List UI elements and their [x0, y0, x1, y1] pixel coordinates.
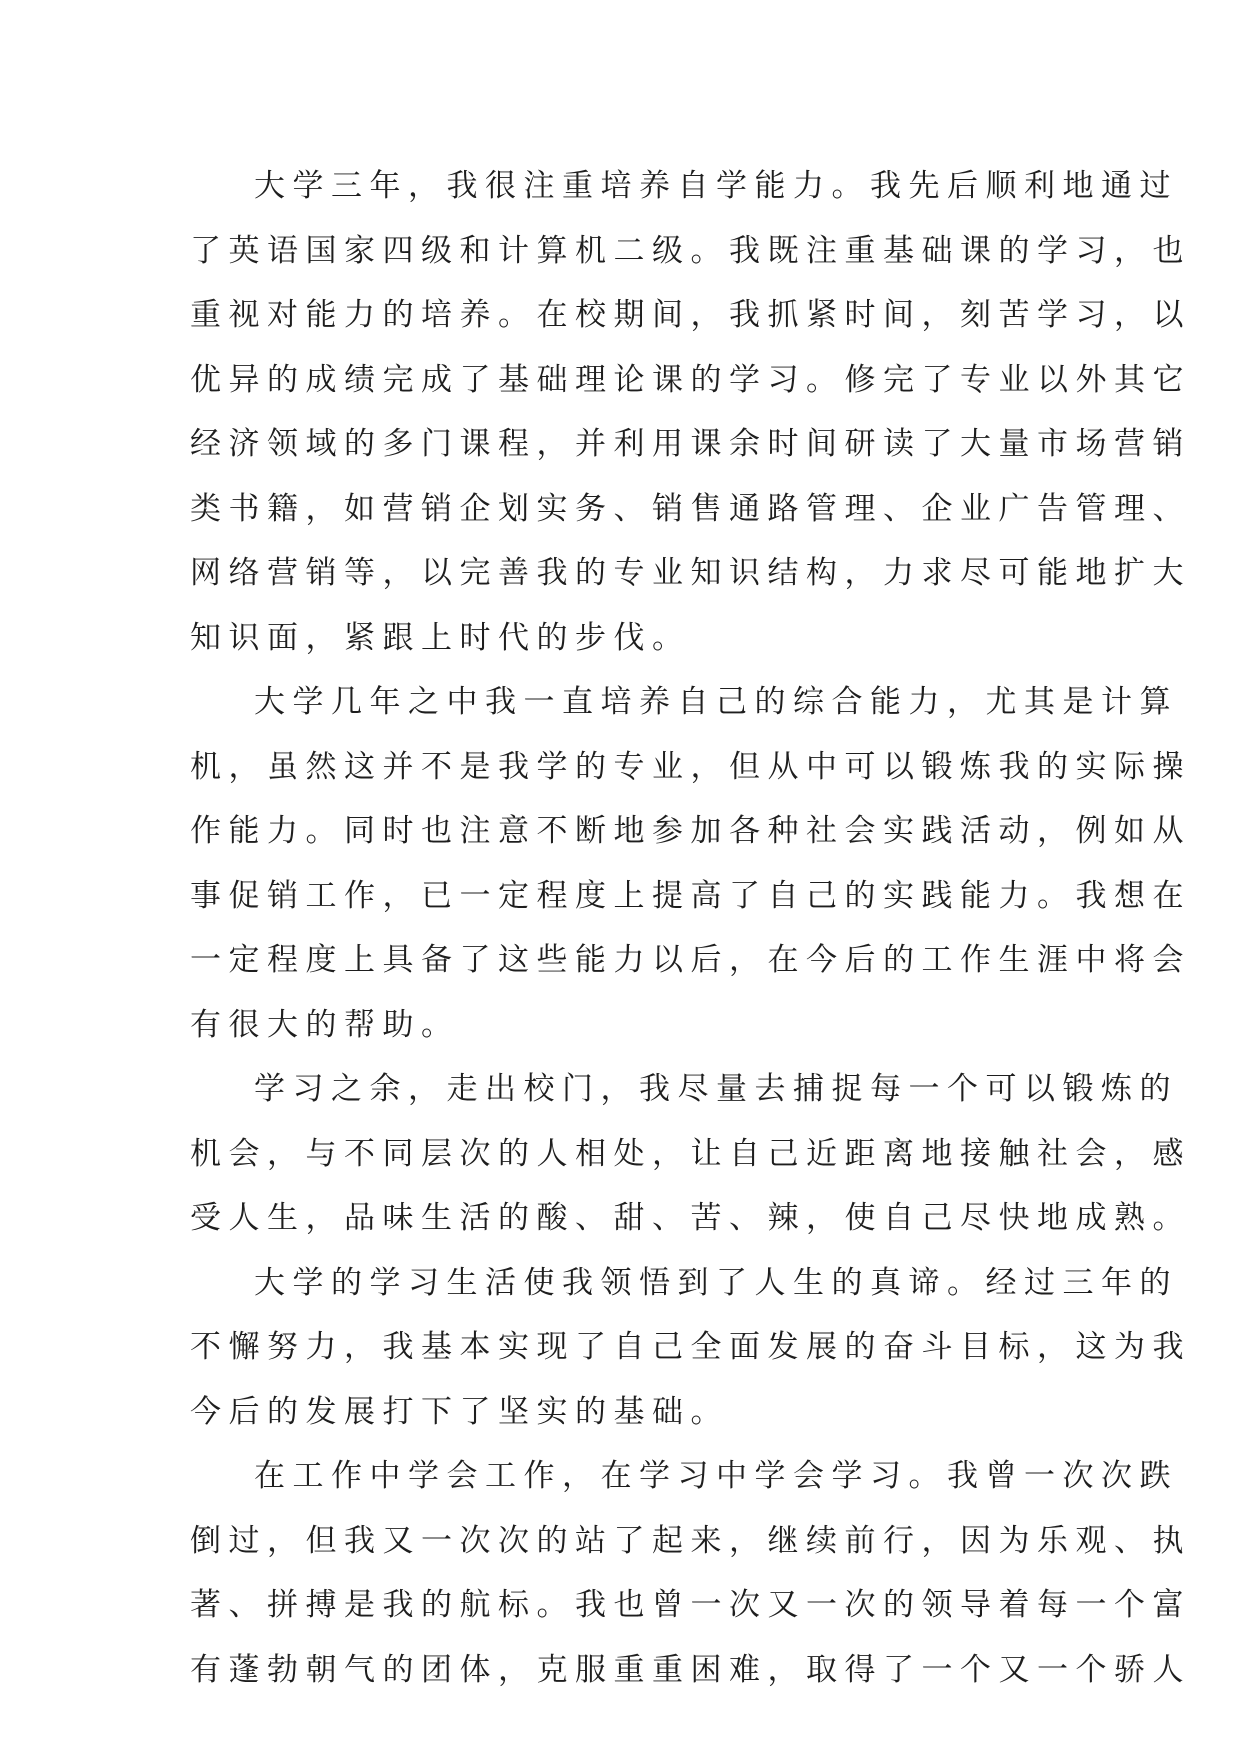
- text-line: 机会，与不同层次的人相处，让自己近距离地接触社会，感: [190, 1135, 1191, 1172]
- text-line: 知识面，紧跟上时代的步伐。: [190, 619, 691, 656]
- text-line: 著、拼搏是我的航标。我也曾一次又一次的领导着每一个富: [190, 1587, 1191, 1623]
- paragraph-4: [190, 1251, 1191, 1445]
- text-line: 有蓬勃朝气的团体，克服重重困难，取得了一个又一个骄人: [190, 1651, 1191, 1688]
- text-line: 有很大的帮助。: [190, 1006, 460, 1043]
- text-line: 一定程度上具备了这些能力以后，在今后的工作生涯中将会: [190, 942, 1191, 978]
- document-body: [190, 154, 1191, 1702]
- text-line: 大学的学习生活使我领悟到了人生的真谛。经过三年的: [254, 1264, 1178, 1301]
- text-line: 受人生，品味生活的酸、甜、苦、辣，使自己尽快地成熟。: [190, 1200, 1191, 1236]
- text-line: 今后的发展打下了坚实的基础。: [190, 1393, 729, 1430]
- paragraph-5: [190, 1444, 1191, 1702]
- text-line: 事促销工作，已一定程度上提高了自己的实践能力。我想在: [190, 877, 1191, 914]
- text-line: 大学三年，我很注重培养自学能力。我先后顺利地通过: [254, 168, 1178, 204]
- paragraph-1: [190, 154, 1191, 670]
- text-line: 不懈努力，我基本实现了自己全面发展的奋斗目标，这为我: [190, 1329, 1191, 1365]
- text-line: 优异的成绩完成了基础理论课的学习。修完了专业以外其它: [190, 361, 1191, 398]
- text-line: 大学几年之中我一直培养自己的综合能力，尤其是计算: [254, 684, 1178, 720]
- text-line: 重视对能力的培养。在校期间，我抓紧时间，刻苦学习，以: [190, 297, 1191, 333]
- text-line: 了英语国家四级和计算机二级。我既注重基础课的学习，也: [190, 232, 1191, 269]
- text-line: 类书籍，如营销企划实务、销售通路管理、企业广告管理、: [190, 490, 1191, 527]
- text-line: 学习之余，走出校门，我尽量去捕捉每一个可以锻炼的: [254, 1071, 1178, 1107]
- text-line: 作能力。同时也注意不断地参加各种社会实践活动，例如从: [190, 813, 1191, 849]
- text-line: 网络营销等，以完善我的专业知识结构，力求尽可能地扩大: [190, 555, 1191, 591]
- text-line: 机，虽然这并不是我学的专业，但从中可以锻炼我的实际操: [190, 748, 1191, 785]
- paragraph-2: [190, 670, 1191, 1057]
- paragraph-3: [190, 1057, 1191, 1251]
- text-line: 在工作中学会工作，在学习中学会学习。我曾一次次跌: [254, 1458, 1178, 1494]
- text-line: 经济领域的多门课程，并利用课余时间研读了大量市场营销: [190, 426, 1191, 462]
- text-line: 倒过，但我又一次次的站了起来，继续前行，因为乐观、执: [190, 1522, 1191, 1559]
